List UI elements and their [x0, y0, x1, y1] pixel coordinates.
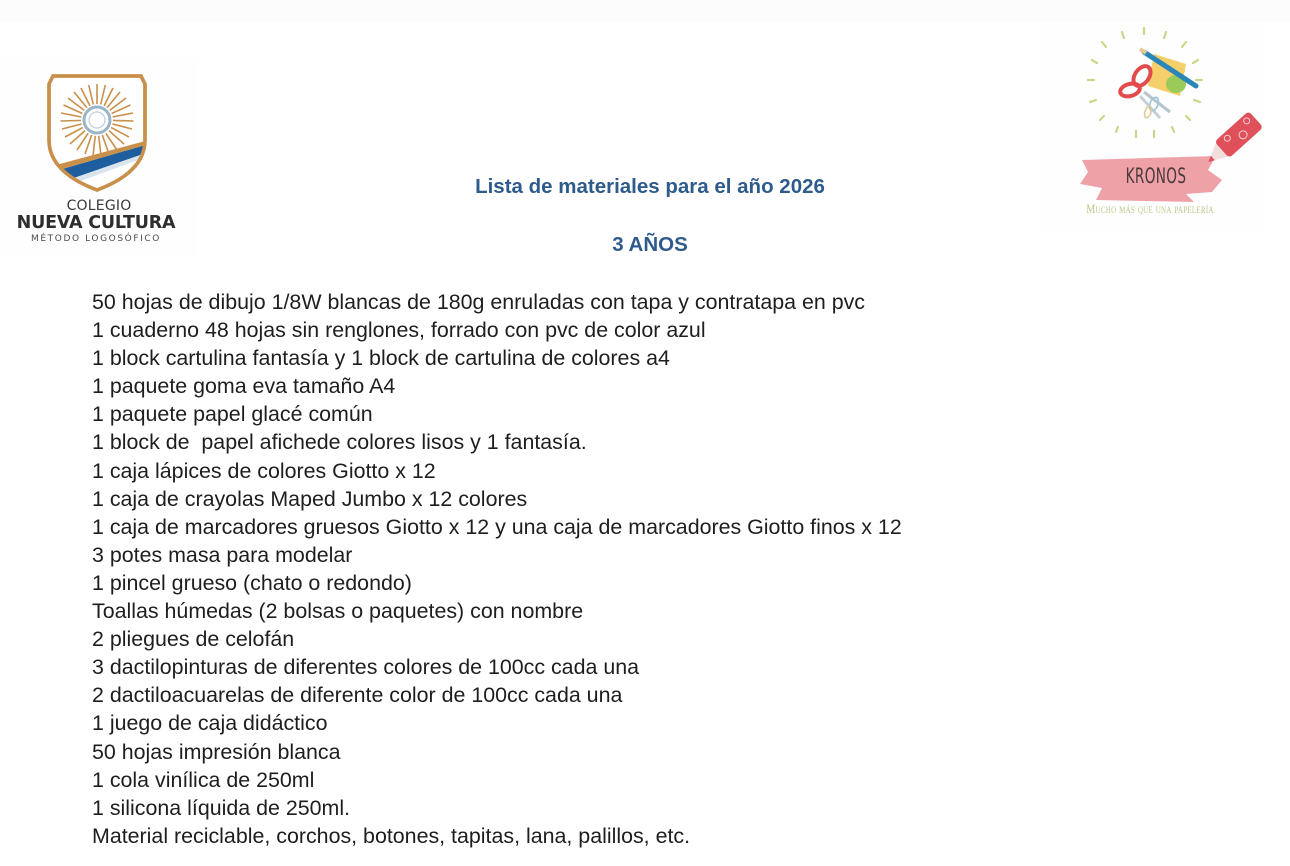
list-item: 1 cuaderno 48 hojas sin renglones, forrado con pvc de color azul	[92, 318, 706, 343]
store-name: KRONOS	[1125, 164, 1187, 188]
list-item: 3 dactilopinturas de diferentes colores de 100cc cada una	[92, 655, 640, 680]
list-item: 1 silicona líquida de 250ml.	[92, 795, 351, 820]
list-item: 50 hojas de dibujo 1/8W blancas de 180g enruladas con tapa y contratapa en pvc	[92, 290, 865, 314]
store-tagline: Mucho más que una papelería	[1086, 201, 1214, 216]
school-name-metodo: MÉTODO LOGOSÓFICO	[31, 234, 161, 244]
materials-list	[92, 288, 902, 850]
list-item: 1 paquete goma eva tamaño A4	[92, 374, 396, 399]
school-name-nueva-cultura: NUEVA CULTURA	[16, 213, 176, 233]
list-item: Toallas húmedas (2 bolsas o paquetes) con nombre	[92, 599, 584, 624]
list-item: 1 caja de crayolas Maped Jumbo x 12 colores	[92, 486, 528, 511]
sun-shield-crest-icon	[45, 70, 149, 194]
list-item: Material reciclable, corchos, botones, tapitas, lana, palillos, etc.	[92, 823, 691, 848]
list-item: 3 potes masa para modelar	[92, 542, 353, 567]
list-item: 1 caja lápices de colores Giotto x 12	[92, 458, 436, 483]
page-top-band	[0, 0, 1290, 22]
list-item: 2 pliegues de celofán	[92, 627, 295, 652]
school-name-colegio: COLEGIO	[66, 198, 132, 214]
store-logo	[1036, 24, 1264, 236]
list-item: 1 cola vinílica de 250ml	[92, 767, 315, 792]
list-item: 1 paquete papel glacé común	[92, 402, 373, 427]
list-item: 2 dactiloacuarelas de diferente color de 100cc cada una	[92, 683, 623, 708]
list-item: 50 hojas impresión blanca	[92, 739, 341, 764]
document-subtitle: 3 AÑOS	[612, 233, 688, 256]
list-item: 1 block de papel afichede colores lisos y 1 fantasía.	[92, 430, 587, 455]
list-item: 1 juego de caja didáctico	[92, 711, 328, 736]
list-item: 1 caja de marcadores gruesos Giotto x 12 y una caja de marcadores Giotto finos x 12	[92, 514, 902, 539]
school-logo	[0, 58, 198, 258]
list-item: 1 block cartulina fantasía y 1 block de cartulina de colores a4	[92, 346, 670, 371]
document-title: Lista de materiales para el año 2026	[475, 175, 825, 198]
list-item: 1 pincel grueso (chato o redondo)	[92, 570, 412, 595]
